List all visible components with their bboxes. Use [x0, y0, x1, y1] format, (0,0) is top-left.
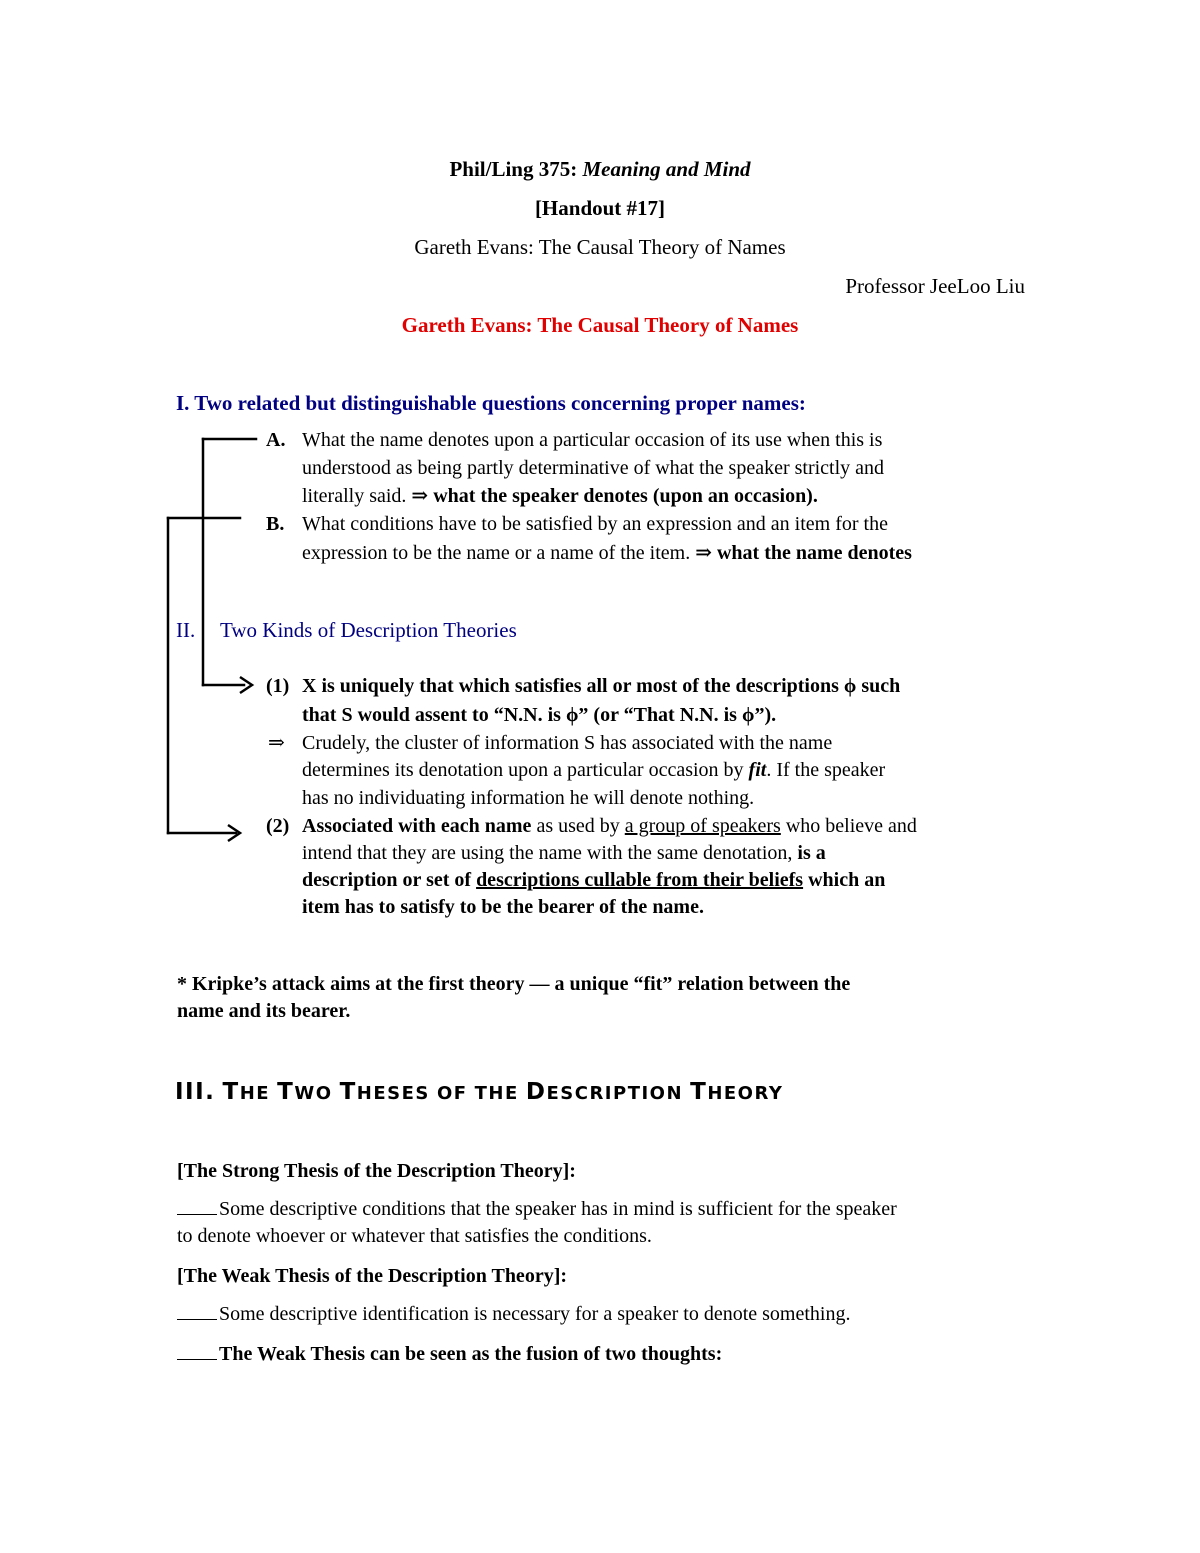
professor-name: Professor JeeLoo Liu — [845, 274, 1025, 298]
section-3-heading-word — [437, 1084, 468, 1103]
weak-thesis-text-1: Some descriptive identification is necessary for a speaker to denote something. — [219, 1303, 851, 1325]
item-2-line-1-mid: as used by — [536, 815, 620, 837]
item-2-line-3-underlined: descriptions cullable from their beliefs — [476, 869, 804, 891]
kripke-note-line-1: * Kripke’s attack aims at the first theory — a unique “fit” relation between the — [177, 973, 851, 995]
item-a-line-1: What the name denotes upon a particular occasion of its use when this is — [302, 429, 883, 451]
item-2-line-3-post: which an — [808, 869, 886, 891]
section-3-heading-words — [222, 1079, 784, 1105]
fit-word: fit — [748, 759, 767, 781]
phi-symbol: ϕ — [843, 675, 857, 697]
item-a-line-3-pre: literally said. — [302, 485, 407, 507]
answer-blank[interactable] — [177, 1301, 217, 1320]
heading-word-rest: WO — [294, 1083, 333, 1104]
heading-word-capital: T — [277, 1079, 295, 1105]
item-2-line-2-bold: is a — [797, 842, 826, 864]
item-1-label: (1) — [266, 675, 290, 697]
item-2-line-1-bold: Associated with each name — [302, 815, 532, 837]
item-1-line-2-c: ”). — [754, 704, 777, 726]
section-3-heading-word — [475, 1084, 519, 1103]
implies-arrow: ⇒ — [695, 542, 712, 564]
weak-thesis-line-1 — [177, 1301, 850, 1328]
answer-blank[interactable] — [177, 1196, 217, 1215]
strong-thesis-heading: [The Strong Thesis of the Description Theory]: — [177, 1160, 576, 1182]
section-3-heading-word — [690, 1079, 784, 1105]
strong-thesis-line-1 — [177, 1196, 897, 1223]
phi-symbol: ϕ — [565, 704, 579, 726]
strong-thesis-line-2: to denote whoever or whatever that satisfies the conditions. — [177, 1225, 652, 1247]
phi-symbol: ϕ — [741, 704, 755, 726]
item-b-line-2-bold: what the name denotes — [716, 542, 912, 564]
note-line-2-post: . If the speaker — [766, 759, 886, 781]
heading-word-rest: HE — [239, 1083, 271, 1104]
item-1-line-1-pre: X is uniquely that which satisfies all or most of the descriptions — [302, 675, 839, 697]
item-1-line-2-b: ” (or “That N.N. is — [578, 704, 737, 726]
item-2-label: (2) — [266, 815, 290, 837]
item-2-line-1-underlined: a group of speakers — [624, 815, 781, 837]
item-1-line-1-post: such — [861, 675, 901, 697]
section-1-heading: I. Two related but distinguishable questions concerning proper names: — [176, 391, 806, 415]
item-2-line-1-post: who believe and — [785, 815, 917, 837]
kripke-note-line-2: name and its bearer. — [177, 1000, 351, 1022]
item-a-label: A. — [266, 429, 286, 451]
heading-word-capital: T — [339, 1079, 357, 1105]
heading-word-capital: T — [222, 1079, 240, 1105]
item-b-line-2-pre: expression to be the name or a name of the item. — [302, 542, 691, 564]
section-3-heading-word — [222, 1079, 271, 1105]
heading-word-capital: T — [690, 1079, 708, 1105]
note-line-2-pre: determines its denotation upon a particular occasion by — [302, 759, 744, 781]
course-code: Phil/Ling 375: — [449, 157, 578, 181]
heading-word-rest: OF — [436, 1083, 468, 1104]
answer-blank[interactable] — [177, 1341, 217, 1360]
heading-word-rest: HEORY — [707, 1083, 784, 1104]
fusion-text: The Weak Thesis can be seen as the fusion of two thoughts: — [219, 1343, 723, 1365]
item-a-line-3-bold: what the speaker denotes (upon an occasion). — [433, 485, 818, 507]
implies-arrow: ⇒ — [411, 485, 429, 507]
section-3-heading-word — [339, 1079, 430, 1105]
heading-word-rest: THE — [474, 1083, 519, 1104]
section-3-heading — [175, 1077, 783, 1109]
handout-subtitle: Gareth Evans: The Causal Theory of Names — [414, 235, 786, 259]
section-3-heading-word — [277, 1079, 333, 1105]
note-line-3: has no individuating information he will denote nothing. — [302, 787, 755, 809]
item-2-line-3-pre: description or set of — [302, 869, 472, 891]
section-3-numeral: III. — [175, 1079, 216, 1105]
section-2-numeral: II. — [176, 618, 196, 642]
section-2-heading: Two Kinds of Description Theories — [220, 618, 517, 642]
course-title: Meaning and Mind — [582, 157, 751, 181]
heading-word-capital: D — [525, 1079, 547, 1105]
fusion-line — [177, 1341, 722, 1368]
item-b-label: B. — [266, 513, 285, 535]
handout-number: [Handout #17] — [534, 196, 666, 220]
heading-word-rest: ESCRIPTION — [546, 1083, 684, 1104]
main-title: Gareth Evans: The Causal Theory of Names — [401, 313, 799, 337]
strong-thesis-text-1: Some descriptive conditions that the speaker has in mind is sufficient for the speaker — [219, 1198, 897, 1220]
note-line-1: Crudely, the cluster of information S has associated with the name — [302, 732, 833, 754]
note-arrow: ⇒ — [268, 732, 285, 754]
item-a-line-2: understood as being partly determinative of what the speaker strictly and — [302, 457, 885, 479]
section-3-heading-word — [525, 1079, 684, 1105]
heading-word-rest: HESES — [356, 1083, 430, 1104]
item-1-line-2-a: that S would assent to “N.N. is — [302, 704, 561, 726]
item-b-line-1: What conditions have to be satisfied by an expression and an item for the — [302, 513, 888, 535]
item-2-line-4: item has to satisfy to be the bearer of the name. — [302, 896, 704, 918]
weak-thesis-heading: [The Weak Thesis of the Description Theory]: — [177, 1265, 568, 1287]
item-2-line-2-pre: intend that they are using the name with the same denotation, — [302, 842, 793, 864]
